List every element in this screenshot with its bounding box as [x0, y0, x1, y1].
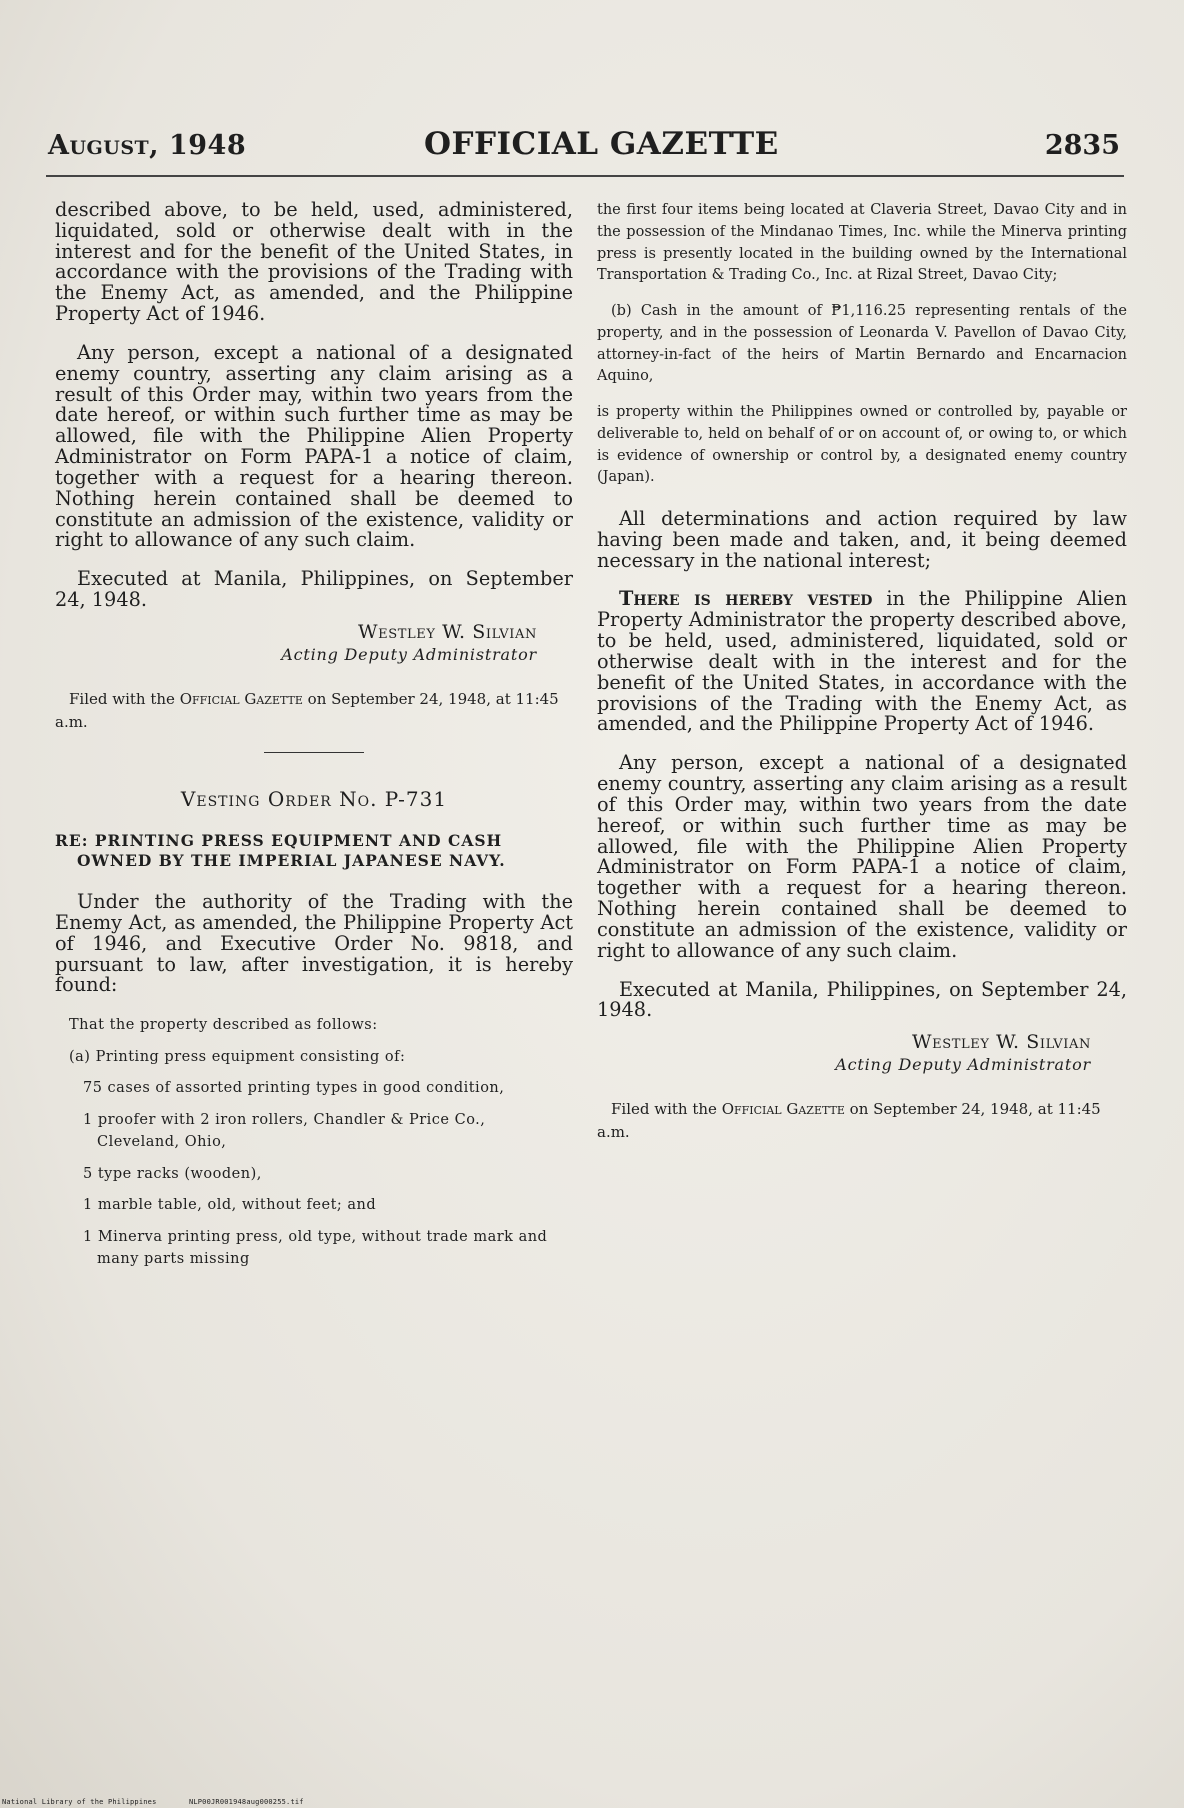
- vested-rest: in the Philippine Alien Property Administrator the property described above, to be held, used, administered, liquidated, sold or otherwise dealt with in the interest and for the benefit of the United States, in accordance with the provisions of the Trading with the Enemy Act, as amended, and the Philippine Property Act of 1946.: [597, 587, 1127, 736]
- left-paragraph-claims: Any person, except a national of a designated enemy country, asserting any claim arising as a result of this Order may, within two years from the date hereof, or within such further time as may be allowed, file with the Philippine Alien Property Administrator on Form PAPA-1 a notice of claim, together with a request for a hearing thereon. Nothing herein contained shall be deemed to constitute an admission of the existence, validity or right to allowance of any such claim.: [55, 340, 573, 552]
- header-publication-title: OFFICIAL GAZETTE: [424, 126, 779, 162]
- left-filed-pre: Filed with the: [69, 689, 180, 708]
- left-filed-post: on September 24, 1948, at 11:45 a.m.: [55, 689, 559, 732]
- right-paragraph-locations: the first four items being located at Claveria Street, Davao City and in the possession of the Mindanao Times, Inc. while the Minerva printing press is presently located in the building owned by the International Transportation & Trading Co., Inc. at Rizal Street, Davao City;: [597, 202, 1127, 284]
- right-paragraph-executed: Executed at Manila, Philippines, on September 24, 1948.: [597, 977, 1127, 1022]
- right-paragraph-cash: (b) Cash in the amount of ₱1,116.25 representing rentals of the property, and in the possession of Leonarda V. Pavellon of Davao City, attorney-in-fact of the heirs of Martin Bernardo and Encarnacion Aquino,: [597, 303, 1127, 385]
- left-column: [55, 200, 573, 1280]
- left-paragraph-executed: Executed at Manila, Philippines, on September 24, 1948.: [55, 567, 573, 612]
- left-filed-gazette: Official Gazette: [179, 689, 303, 708]
- sub-item-proofer: 1 proofer with 2 iron rollers, Chandler & Price Co., Cleveland, Ohio,: [83, 1111, 486, 1151]
- sub-item-types: 75 cases of assorted printing types in good condition,: [83, 1080, 505, 1097]
- right-filed-pre: Filed with the: [611, 1100, 722, 1119]
- header-date: August, 1948: [48, 130, 247, 161]
- left-signature-name: Westley W. Silvian: [358, 620, 537, 643]
- sub-item-minerva-press: 1 Minerva printing press, old type, without trade mark and many parts missing: [83, 1228, 548, 1268]
- right-paragraph-enemy-property: is property within the Philippines owned or controlled by, payable or deliverable to, held on behalf of or on account of, or owing to, or which is evidence of ownership or control by, a designated enemy country (Japan).: [597, 404, 1127, 486]
- scan-library: National Library of the Philippines: [2, 1798, 157, 1806]
- item-a: (a) Printing press equipment consisting of:: [69, 1048, 406, 1065]
- right-filed-gazette: Official Gazette: [721, 1100, 845, 1119]
- header-rule: [46, 175, 1124, 177]
- right-filed-post: on September 24, 1948, at 11:45 a.m.: [597, 1100, 1101, 1142]
- right-paragraph-determinations: All determinations and action required by law having been made and taken, and, it being deemed necessary in the national interest;: [597, 507, 1127, 572]
- sub-item-marble-table: 1 marble table, old, without feet; and: [83, 1197, 377, 1214]
- left-signature-title: Acting Deputy Administrator: [281, 644, 537, 664]
- right-paragraph-claims: Any person, except a national of a designated enemy country, asserting any claim arising as a result of this Order may, within two years from the date hereof, or within such further time as may be allowed, file with the Philippine Alien Property Administrator on Form PAPA-1 a notice of claim, together with a request for a hearing thereon. Nothing herein contained shall be deemed to constitute an admission of the existence, validity or right to allowance of any such claim.: [597, 751, 1127, 962]
- right-paragraph-vested: [597, 589, 1127, 735]
- right-signature-name: Westley W. Silvian: [912, 1031, 1091, 1054]
- vesting-order-title: Vesting Order No. P-731: [180, 787, 448, 812]
- right-column: [597, 200, 1127, 1163]
- left-paragraph-1: described above, to be held, used, administered, liquidated, sold or otherwise dealt with in the interest and for the benefit of the United States, in accordance with the provisions of the Trading with the Enemy Act, as amended, and the Philippine Property Act of 1946.: [55, 198, 573, 326]
- section-divider: [264, 752, 364, 753]
- left-filed-note: [55, 688, 573, 735]
- right-filed-note: [597, 1098, 1127, 1145]
- vesting-order-subject: RE: PRINTING PRESS EQUIPMENT AND CASH OWNED BY THE IMPERIAL JAPANESE NAVY.: [55, 831, 506, 870]
- scan-credit: [2, 1798, 332, 1806]
- page-header: [48, 126, 1120, 174]
- right-signature-title: Acting Deputy Administrator: [835, 1055, 1091, 1075]
- property-intro: That the property described as follows:: [69, 1017, 378, 1034]
- scan-filename: NLP00JR001948aug000255.tif: [188, 1798, 304, 1806]
- left-paragraph-authority: Under the authority of the Trading with the Enemy Act, as amended, the Philippine Property Act of 1946, and Executive Order No. 9818, and pursuant to law, after investigation, it is hereby found:: [55, 890, 573, 997]
- vested-lead: There is hereby vested: [619, 587, 873, 611]
- header-page-number: 2835: [1044, 130, 1120, 161]
- sub-item-type-racks: 5 type racks (wooden),: [83, 1165, 262, 1182]
